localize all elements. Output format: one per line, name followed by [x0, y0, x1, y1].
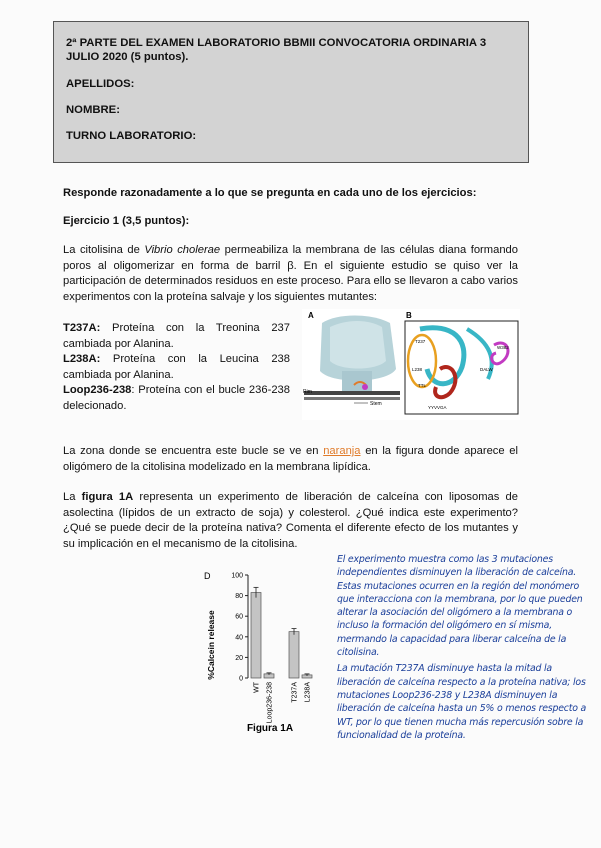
loop-text-b: en la figura donde aparece el oligómero de la citolisina modelizado en la membrana lipídica.	[63, 445, 518, 473]
loop-paragraph	[63, 444, 518, 475]
apellidos-label: APELLIDOS:	[66, 78, 135, 90]
mutant-desc: : Proteína con el bucle 236-238 delecionado.	[63, 384, 290, 412]
x-tick-label: T237A	[291, 682, 299, 703]
structure-label: YYVVGA	[428, 405, 447, 410]
structure-label: W382	[497, 345, 509, 350]
structure-label: L238	[412, 367, 423, 372]
y-tick-label: 20	[235, 654, 243, 662]
mutant-name: L238A:	[63, 353, 101, 366]
turno-label: TURNO LABORATORIO:	[66, 130, 197, 142]
answer-paragraph: La mutación T237A disminuye hasta la mitad la liberación de calceína respecto a la proteína nativa; los mutaciones Loop236-238 y L238A disminuyen la liberación de calceína hasta un 5% o menos respecto a WT, por lo que tienen mucha más repercusión sobre la funcionalidad de la proteína.	[337, 663, 587, 741]
loop-text-a: La zona donde se encuentra este bucle se ve en	[63, 445, 324, 457]
mutant-name: Loop236-238	[63, 384, 132, 397]
mutant-desc: Proteína con la Treonina 237 cambiada por Alanina.	[63, 322, 290, 350]
y-tick-label: 40	[235, 634, 243, 642]
structure-label: DALW	[480, 367, 493, 372]
structure-label: T237	[415, 339, 426, 344]
bar	[251, 593, 261, 678]
x-tick-label: L238A	[304, 682, 312, 703]
answer-paragraph: El experimento muestra como las 3 mutaciones independientes disminuyen la liberación de calceína. Estas mutaciones ocurren en la región del monómero que interacciona con la membrana, por lo que pueden alterar la asociación del oligómero a la membrana o incluso la formación del oligómero en sí misma, mermando la capacidad para liberar calceína de la citolisina.	[337, 554, 583, 659]
figure-reference: figura 1A	[81, 491, 134, 503]
nombre-label: NOMBRE:	[66, 104, 120, 116]
mutant-item	[63, 352, 290, 383]
panel-a-label: A	[308, 311, 314, 320]
rim-label: Rim	[303, 389, 312, 395]
calcein-release-chart	[200, 567, 325, 747]
mutant-name: T237A:	[63, 322, 101, 334]
instructions: Responde razonadamente a lo que se pregunta en cada uno de los ejercicios:	[63, 187, 477, 199]
y-tick-label: 80	[235, 593, 243, 601]
mutant-desc: Proteína con la Leucina 238 cambiada por Alanina.	[63, 353, 290, 381]
exam-title: 2ª PARTE DEL EXAMEN LABORATORIO BBMII CONVOCATORIA ORDINARIA 3 JULIO 2020 (5 puntos).	[66, 37, 487, 63]
exercise-title: Ejercicio 1 (3,5 puntos):	[63, 215, 190, 227]
species-name: Vibrio cholerae	[144, 244, 221, 256]
intro-text-b: permeabiliza la membrana de las células diana formando poros al oligomerizar en forma de barril β. En el siguiente estudio se quiso ver la participación de determinados residuos en este proceso. Para ello se llevaron a cabo varios experimentos con la proteína salvaje y los siguientes mutantes:	[63, 244, 518, 303]
mutant-list	[63, 321, 290, 415]
bar	[289, 632, 299, 678]
exercise-intro	[63, 243, 518, 305]
y-tick-label: 60	[235, 613, 243, 621]
y-tick-label: 100	[231, 572, 243, 580]
mutant-item	[63, 383, 290, 414]
mutant-item	[63, 321, 290, 352]
question-text-b: representa un experimento de liberación de calceína con liposomas de asolectina (lípidos de un extracto de soja) y colesterol. ¿Qué indica este experimento? ¿Qué se puede decir de la proteína nativa? Comenta el diferente efecto de los mutantes y su implicación en el mecanismo de la citolisina.	[63, 491, 518, 550]
handwritten-answer	[337, 553, 592, 745]
y-tick-label: 0	[239, 675, 243, 683]
question-paragraph	[63, 490, 518, 552]
orange-highlight: naranja	[323, 445, 361, 457]
intro-text-a: La citolisina de	[63, 244, 145, 256]
panel-b-label: B	[406, 311, 412, 320]
x-tick-label: Loop236-238	[266, 682, 274, 724]
structure-figure	[302, 309, 520, 420]
chart-title: Figura 1A	[246, 723, 294, 734]
chart-panel-label: D	[204, 571, 211, 581]
question-text-a: La	[63, 491, 82, 503]
y-axis-label: %Calcein release	[206, 610, 216, 680]
structure-label: TTL	[418, 383, 427, 388]
exam-header-box	[53, 21, 529, 163]
x-tick-label: WT	[253, 682, 261, 693]
stem-label: Stem	[370, 401, 382, 407]
